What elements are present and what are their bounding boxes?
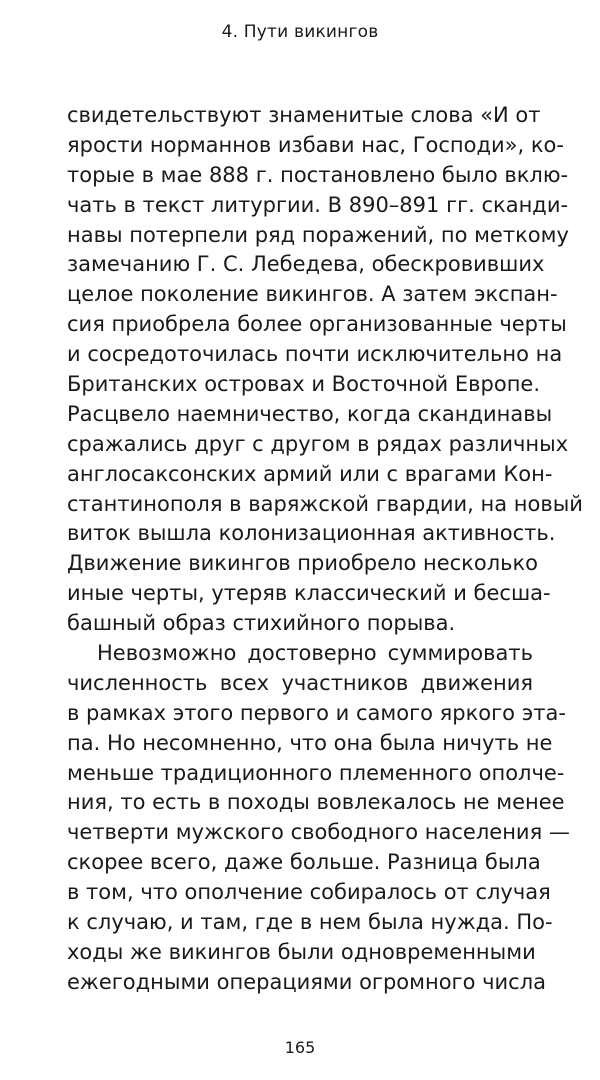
- page-number: 165: [284, 1038, 316, 1057]
- text-line: чать в текст литургии. В 890–891 гг. сканди-: [67, 192, 569, 217]
- text-line: сражались друг с другом в рядах различных: [67, 431, 569, 456]
- text-line: Расцвело наемничество, когда скандинавы: [67, 401, 553, 426]
- text-line: к случаю, и там, где в нем была нужда. По-: [67, 910, 553, 935]
- text-line: свидетельствуют знаменитые слова «И от: [67, 103, 541, 127]
- text-line: в рамках этого первого и самого яркого эта-: [67, 700, 566, 725]
- text-line: численность всех участников движения: [67, 670, 533, 695]
- paragraph: [67, 101, 583, 639]
- text-line: Движение викингов приобрело несколько: [67, 551, 539, 576]
- text-line: торые в мае 888 г. постановлено было вклю-: [67, 162, 569, 187]
- text-line: па. Но несомненно, что она была ничуть не: [67, 730, 553, 755]
- text-line: Невозможно достоверно суммировать: [97, 641, 533, 666]
- text-line: навы потерпели ряд поражений, по меткому: [67, 222, 569, 247]
- body-text: [67, 101, 583, 998]
- text-line: сия приобрела более организованные черты: [67, 312, 567, 337]
- text-line: в том, что ополчение собиралось от случая: [67, 880, 551, 905]
- text-line: иные черты, утеряв классический и бесша-: [67, 581, 551, 606]
- text-line: Британских островах и Восточной Европе.: [67, 372, 541, 397]
- text-line: четверти мужского свободного населения —: [67, 820, 570, 845]
- text-line: англосаксонских армий или с врагами Кон-: [67, 461, 553, 486]
- paragraph: [67, 639, 570, 998]
- text-line: замечанию Г. С. Лебедева, обескровивших: [67, 252, 545, 277]
- text-line: ния, то есть в походы вовлекалось не менее: [67, 790, 565, 815]
- text-line: меньше традиционного племенного ополче-: [67, 760, 565, 785]
- text-line: башный образ стихийного порыва.: [67, 611, 456, 636]
- text-line: ежегодными операциями огромного числа: [67, 969, 547, 994]
- text-line: целое поколение викингов. А затем экспан-: [67, 282, 558, 307]
- text-line: и сосредоточилась почти исключительно на: [67, 342, 563, 367]
- text-line: виток вышла колонизационная активность.: [67, 521, 556, 546]
- running-header: 4. Пути викингов: [221, 22, 379, 42]
- text-line: ходы же викингов были одновременными: [67, 939, 536, 964]
- text-line: стантинополя в варяжской гвардии, на новый: [67, 491, 583, 516]
- text-line: скорее всего, даже больше. Разница была: [67, 850, 541, 875]
- text-line: ярости норманнов избави нас, Господи», ко-: [67, 132, 564, 157]
